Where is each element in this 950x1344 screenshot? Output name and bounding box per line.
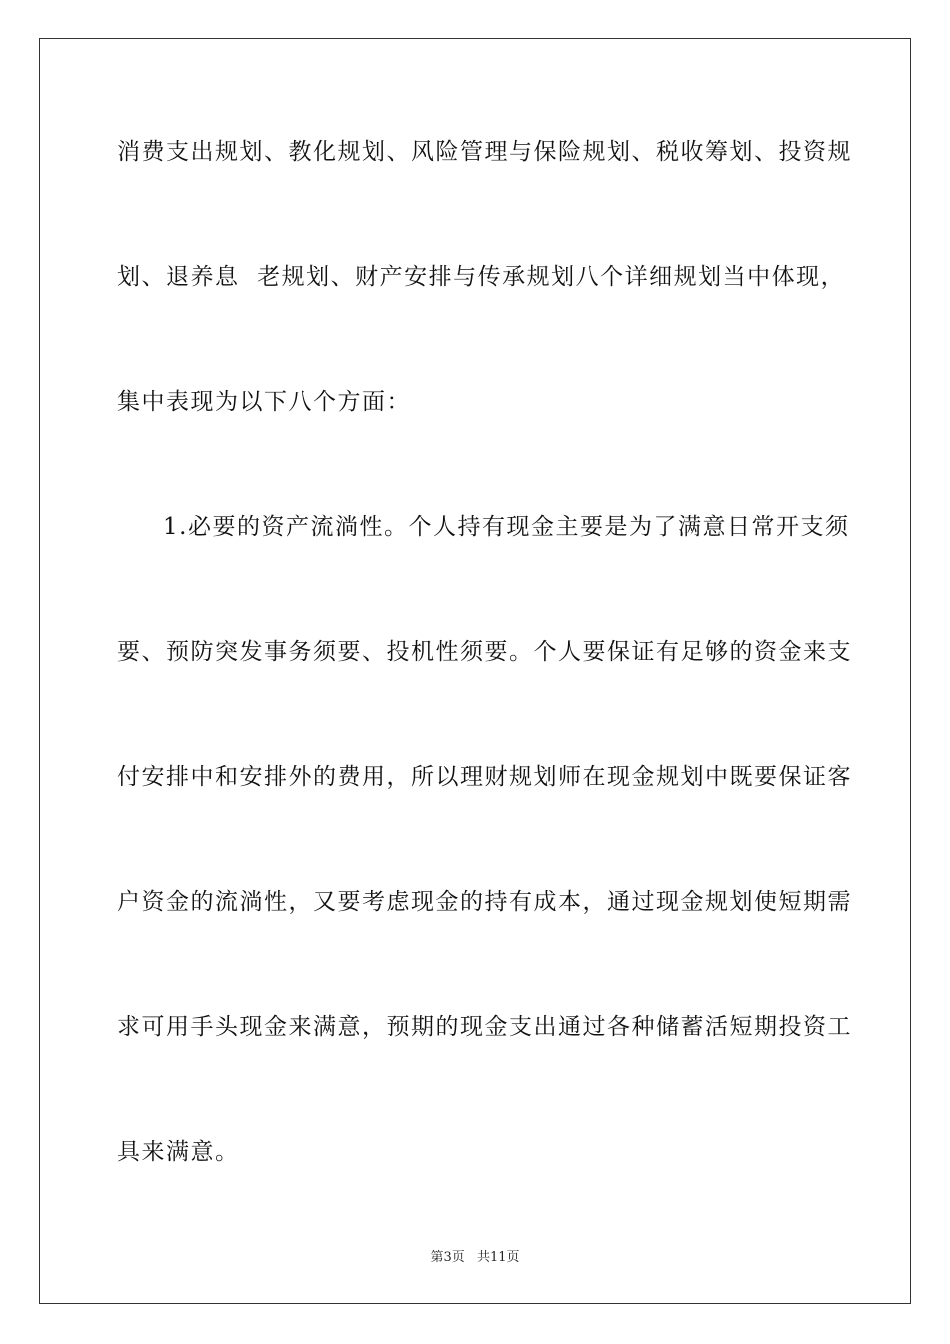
body-text-line-9: 具来满意。 [117,1139,240,1165]
page-footer [0,1250,950,1266]
body-text-line-2: 划、退养息 老规划、财产安排与传承规划八个详细规划当中体现， [117,264,846,290]
body-text-line-7: 户资金的流淌性，又要考虑现金的持有成本，通过现金规划使短期需 [117,889,852,915]
body-text-line-8: 求可用手头现金来满意，预期的现金支出通过各种储蓄活短期投资工 [117,1014,852,1040]
body-text-line-5: 要、预防突发事务须要、投机性须要。个人要保证有足够的资金来支 [117,639,852,665]
page-number: 第3页 [430,1250,465,1265]
body-text-line-4: 1.必要的资产流淌性。个人持有现金主要是为了满意日常开支须 [163,514,850,540]
page-border [39,38,911,1304]
body-text-line-3: 集中表现为以下八个方面： [117,389,411,415]
total-pages: 共11页 [476,1250,520,1265]
body-text-line-6: 付安排中和安排外的费用，所以理财规划师在现金规划中既要保证客 [117,764,852,790]
body-text-line-1: 消费支出规划、教化规划、风险管理与保险规划、税收筹划、投资规 [117,139,852,165]
